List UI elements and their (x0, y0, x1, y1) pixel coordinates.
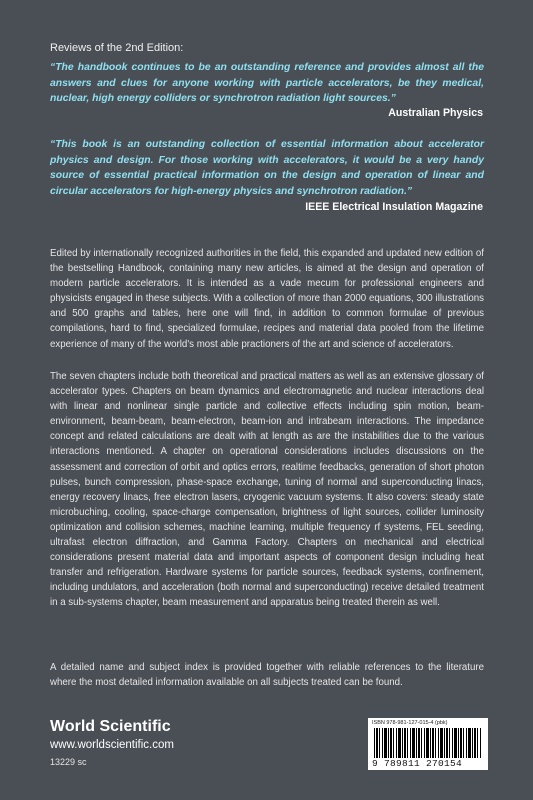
review-source-1: Australian Physics (388, 107, 483, 119)
barcode-digits: 9 789811 270154 (372, 758, 463, 769)
review-source-2: IEEE Electrical Insulation Magazine (305, 201, 483, 213)
reviews-heading: Reviews of the 2nd Edition: (50, 42, 184, 54)
description-paragraph-1: Edited by internationally recognized authorities in the field, this expanded and updated new edition of the bestselling Handbook, containing many new articles, is aimed at the design and operation of modern particle accelerators. It is intended as a vade mecum for professional engineers and physicists engaged in these subjects. With a collection of more than 2000 equations, 300 illustrations and 500 graphs and tables, here one will find, in addition to common formulae of previous compilations, hard to find, specialized formulae, recipes and material data pooled from the lifetime experience of many of the world's most able practioners of the art and science of accelerators. (50, 248, 484, 350)
barcode-arrow-icon: > (478, 716, 484, 727)
review-quote-1: “The handbook continues to be an outstanding reference and provides almost all the answers and clues for anyone working with particle accelerators, be they medical, nuclear, high energy colliders or synchrotron radiation light sources.” (50, 62, 484, 104)
publisher-website: www.worldscientific.com (50, 739, 174, 751)
description-paragraph-2: The seven chapters include both theoretical and practical matters as well as an extensive glossary of accelerator types. Chapters on beam dynamics and electromagnetic and nuclear interactions deal with linear and nonlinear single particle and collective effects including spin motion, beam-environment, beam-beam, beam-electron, beam-ion and intrabeam interactions. The impedance concept and related calculations are dealt with at length as are the instabilities due to the various interactions mentioned. A chapter on operational considerations includes discussions on the assessment and correction of orbit and optics errors, realtime feedbacks, generation of short photon pulses, bunch compression, phase-space exchange, tuning of normal and superconducting linacs, energy recovery linacs, free electron lasers, cryogenic vacuum systems. It also covers: steady state microbuching, cooling, space-charge compensation, brightness of light sources, collider luminosity optimization and collision schemes, machine learning, multiple frequency rf systems, FEL seeding, ultrafast electron diffraction, and Gamma Factory. Chapters on mechanical and electrical considerations present material data and important aspects of component design including heat transfer and refrigeration. Hardware systems for particle sources, feedback systems, confinement, including undulators, and acceleration (both normal and superconducting) receive detailed treatment in a sub-systems chapter, beam measurement and apparatus being treated therein as well. (50, 371, 484, 609)
isbn-label: ISBN 978-981-127-015-4 (pbk) (372, 720, 448, 726)
barcode-bars (374, 728, 482, 758)
product-code: 13229 sc (50, 757, 87, 767)
isbn-barcode (368, 718, 488, 770)
publisher-name: World Scientific (50, 718, 171, 735)
review-quote-2: “This book is an outstanding collection of essential information about accelerator physics and design. For those working with accelerators, it would be a very handy source of essential practical information on the design and operation of linear and circular accelerators for high-energy physics and synchrotron radiation.” (50, 139, 484, 197)
description-paragraph-3: A detailed name and subject index is provided together with reliable references to the literature where the most detailed information available on all subjects treated can be found. (50, 662, 484, 689)
